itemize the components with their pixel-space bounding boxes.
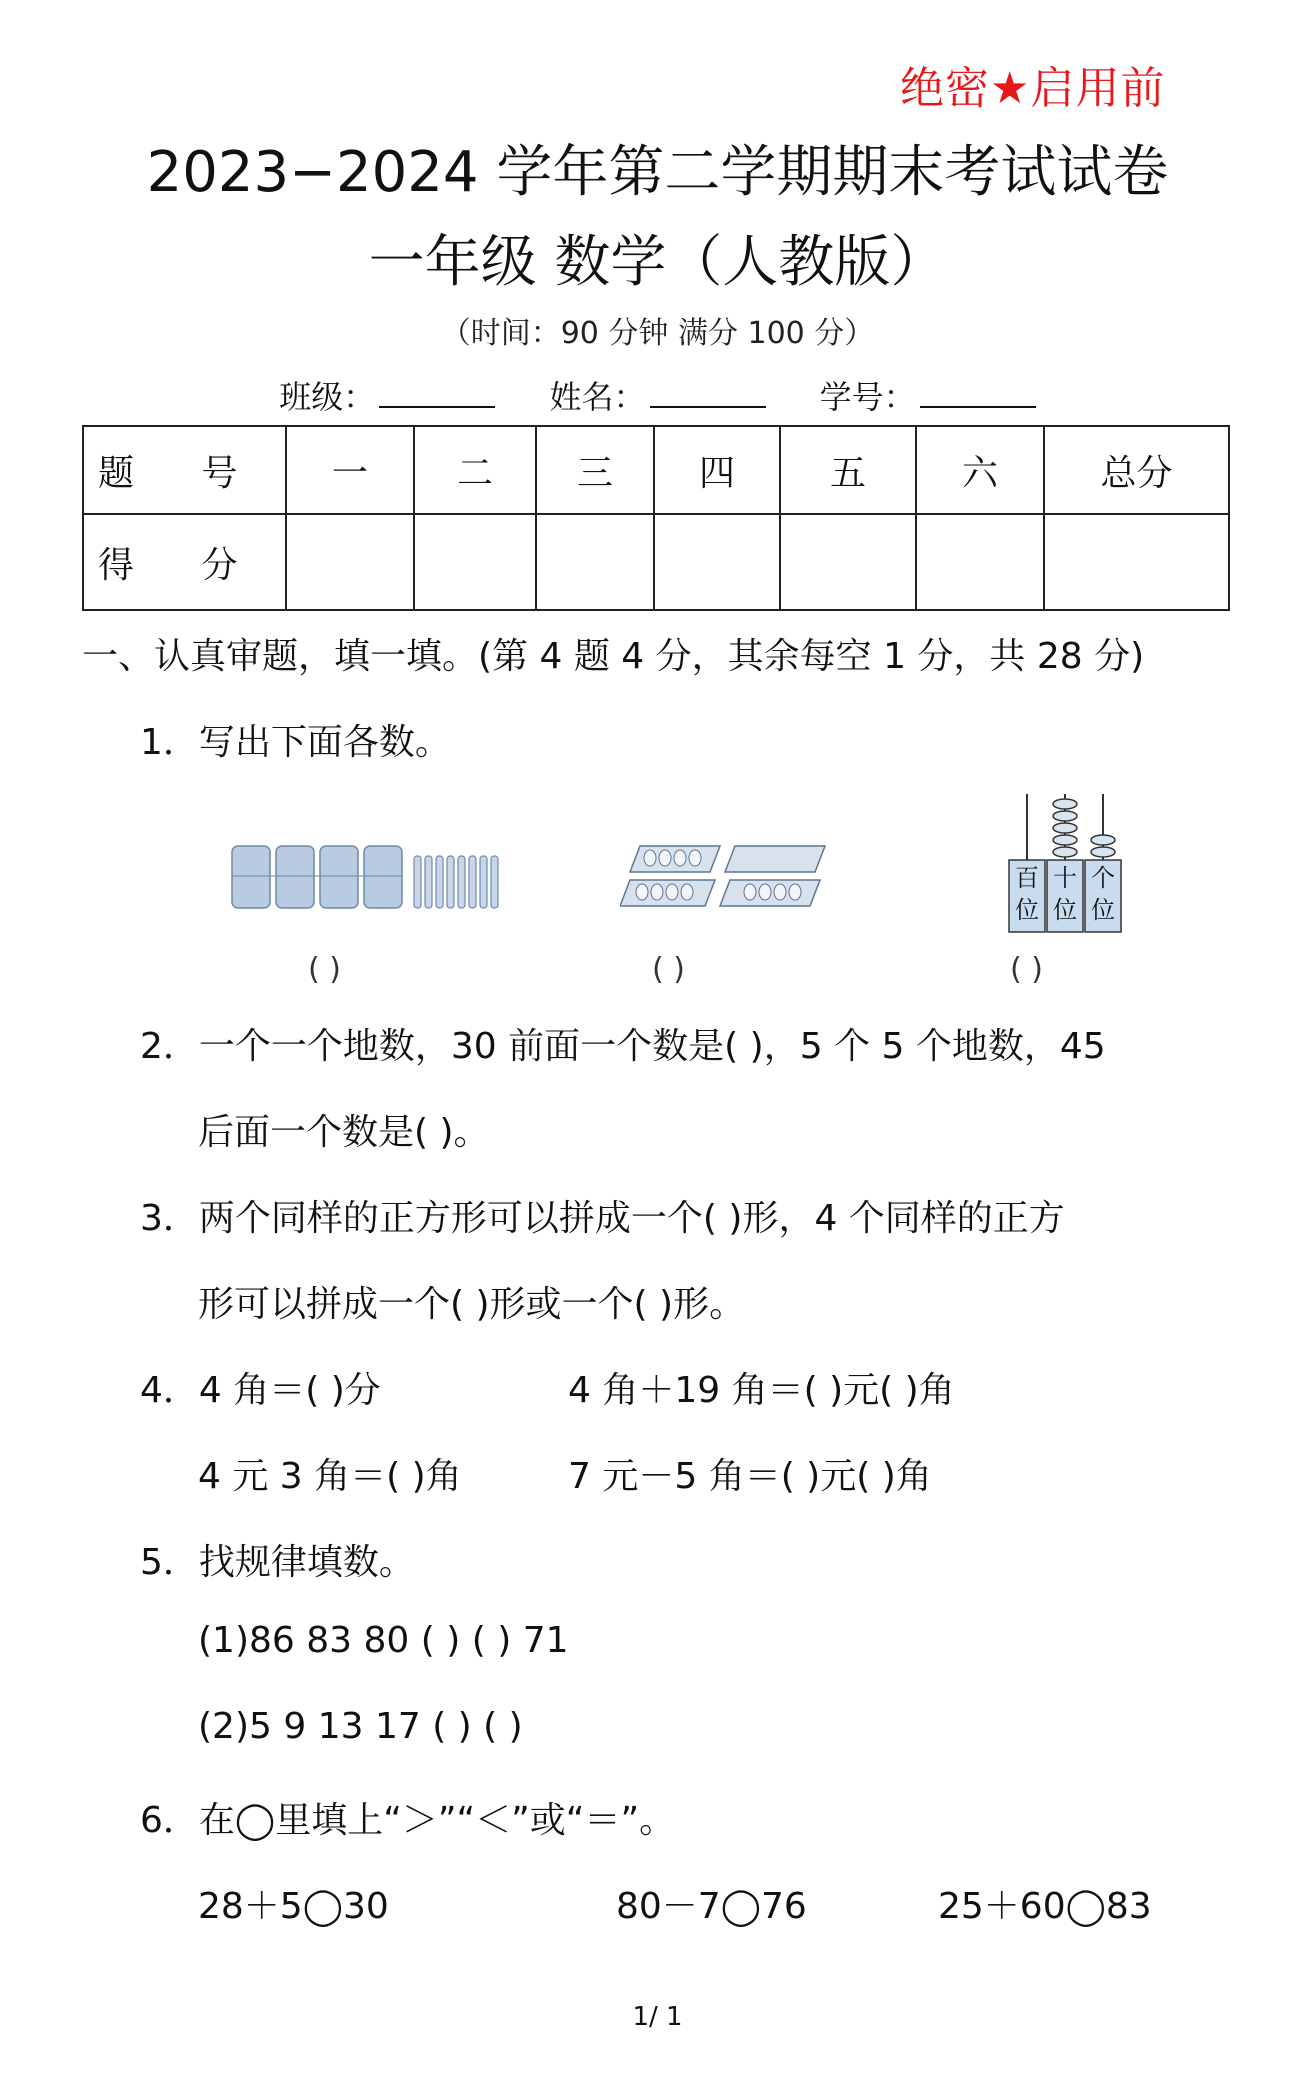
score-cell[interactable] [536, 514, 654, 610]
table-header-cell: 二 [414, 426, 536, 514]
student-id-field[interactable]: 学号： [820, 372, 1036, 418]
table-header-cell: 四 [654, 426, 780, 514]
section-heading: 一、认真审题，填一填。(第 4 题 4 分，其余每空 1 分，共 28 分) [82, 636, 1145, 677]
question-4-b: 4 角＋19 角＝( )元( )角 [568, 1370, 955, 1411]
answer-blank[interactable]: ( ) [308, 952, 341, 987]
sticks-bundle-image [228, 836, 508, 916]
question-3-line1: 3．两个同样的正方形可以拼成一个( )形，4 个同样的正方 [140, 1198, 1065, 1239]
compare-item[interactable]: 28＋5◯30 [198, 1886, 389, 1927]
answer-blank[interactable]: ( ) [1010, 952, 1043, 987]
egg-trays-image [620, 836, 840, 916]
page-number: 1/ 1 [632, 2002, 683, 2032]
abacus-label-ones: 个 位 [1091, 864, 1115, 924]
question-1: 1．写出下面各数。 [140, 722, 451, 763]
score-cell[interactable] [916, 514, 1044, 610]
student-info [0, 372, 1315, 418]
table-header-cell: 一 [286, 426, 414, 514]
abacus-label-tens: 十 位 [1053, 864, 1077, 924]
compare-item[interactable]: 80－7◯76 [616, 1886, 807, 1927]
score-cell[interactable] [654, 514, 780, 610]
table-header-cell: 五 [780, 426, 916, 514]
table-header-cell: 三 [536, 426, 654, 514]
question-2-line1: 2．一个一个地数，30 前面一个数是( )，5 个 5 个地数，45 [140, 1026, 1106, 1067]
question-6: 6．在◯里填上“＞”“＜”或“＝”。 [140, 1800, 676, 1841]
question-3-line2: 形可以拼成一个( )形或一个( )形。 [198, 1284, 746, 1325]
answer-blank[interactable]: ( ) [652, 952, 685, 987]
score-cell[interactable] [286, 514, 414, 610]
question-4-a: 4．4 角＝( )分 [140, 1370, 381, 1411]
score-cell[interactable] [1044, 514, 1229, 610]
time-note: （时间：90 分钟 满分 100 分） [440, 316, 875, 351]
score-cell[interactable] [414, 514, 536, 610]
name-field[interactable]: 姓名： [549, 372, 765, 418]
question-5-sequence-2: (2)5 9 13 17 ( ) ( ) [198, 1706, 523, 1747]
score-row-label: 得 分 [83, 514, 286, 610]
abacus-label-hundreds: 百 位 [1015, 864, 1039, 924]
question-5-sequence-1: (1)86 83 80 ( ) ( ) 71 [198, 1620, 569, 1661]
table-header-label: 题 号 [83, 426, 286, 514]
secret-mark: 绝密★启用前 [900, 63, 1166, 114]
abacus-image [1005, 792, 1125, 942]
question-2-line2: 后面一个数是( )。 [198, 1112, 490, 1153]
question-4-c: 4 元 3 角＝( )角 [198, 1456, 462, 1497]
exam-subtitle: 一年级 数学（人教版） [368, 230, 947, 295]
question-5: 5．找规律填数。 [140, 1542, 415, 1583]
question-4-d: 7 元－5 角＝( )元( )角 [568, 1456, 932, 1497]
table-header-cell: 总分 [1044, 426, 1229, 514]
exam-title: 2023−2024 学年第二学期期末考试试卷 [146, 140, 1169, 205]
table-header-cell: 六 [916, 426, 1044, 514]
score-table [82, 425, 1230, 611]
score-cell[interactable] [780, 514, 916, 610]
compare-item[interactable]: 25＋60◯83 [938, 1886, 1152, 1927]
class-field[interactable]: 班级： [279, 372, 495, 418]
